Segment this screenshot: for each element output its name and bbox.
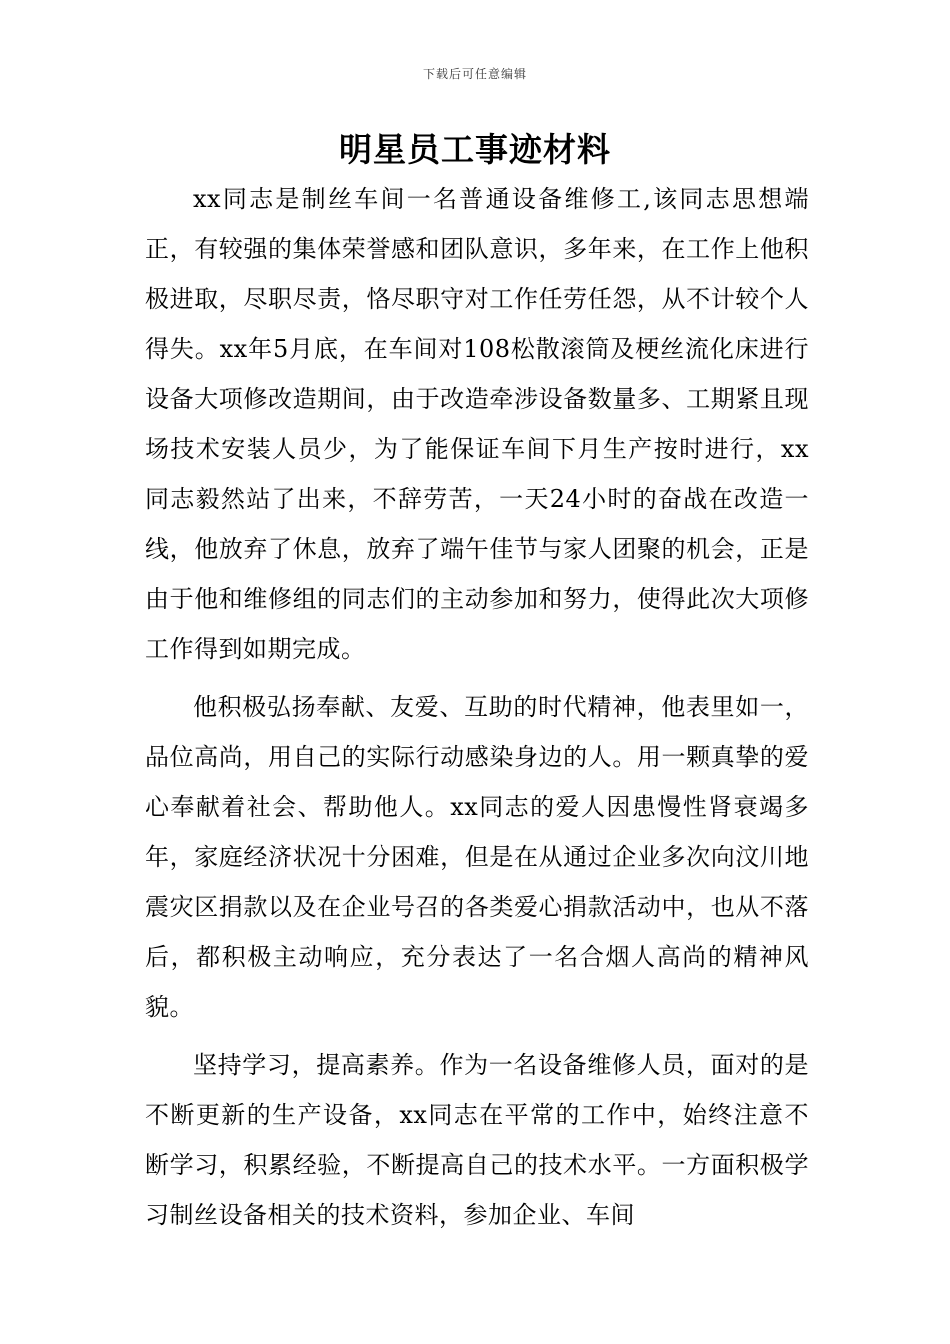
document-body	[145, 174, 809, 1248]
paragraph-1: xx同志是制丝车间一名普通设备维修工,该同志思想端正，有较强的集体荣誉感和团队意识，多年来，在工作上他积极进取，尽职尽责，恪尽职守对工作任劳任怨，从不计较个人得失。xx年5月底，在车间对108松散滚筒及梗丝流化床进行设备大项修改造期间，由于改造牵涉设备数量多、工期紧且现场技术安装人员少，为了能保证车间下月生产按时进行，xx同志毅然站了出来，不辞劳苦，一天24小时的奋战在改造一线，他放弃了休息，放弃了端午佳节与家人团聚的机会，正是由于他和维修组的同志们的主动参加和努力，使得此次大项修工作得到如期完成。	[145, 185, 809, 663]
header-note: 下载后可任意编辑	[422, 67, 527, 81]
paragraph-3: 坚持学习，提高素养。作为一名设备维修人员，面对的是不断更新的生产设备，xx同志在平常的工作中，始终注意不断学习，积累经验，不断提高自己的技术水平。一方面积极学习制丝设备相关的技术资料，参加企业、车间	[145, 1051, 809, 1229]
document-title: 明星员工事迹材料	[339, 130, 611, 169]
paragraph-2: 他积极弘扬奉献、友爱、互助的时代精神，他表里如一，品位高尚，用自己的实际行动感染身边的人。用一颗真挚的爱心奉献着社会、帮助他人。xx同志的爱人因患慢性肾衰竭多年，家庭经济状况十分困难，但是在从通过企业多次向汶川地震灾区捐款以及在企业号召的各类爱心捐款活动中，也从不落后，都积极主动响应，充分表达了一名合烟人高尚的精神风貌。	[145, 693, 809, 1021]
